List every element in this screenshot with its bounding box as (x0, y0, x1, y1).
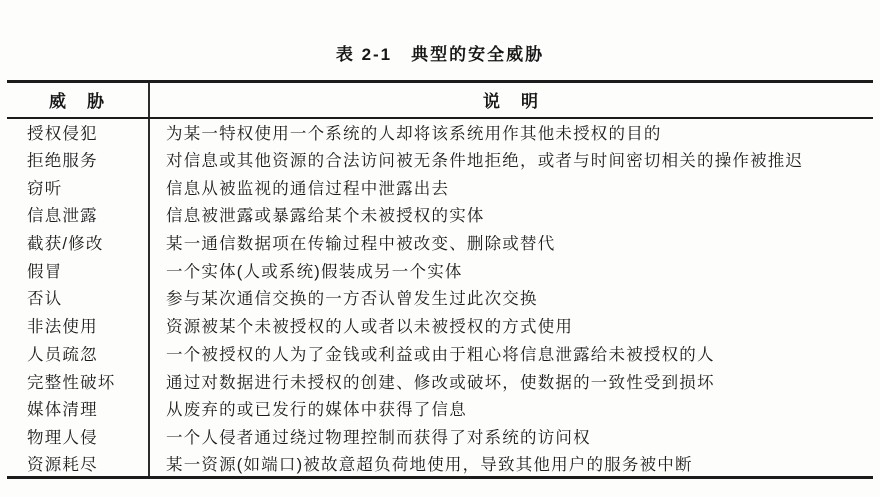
table-row (7, 367, 873, 395)
threat-cell: 窃听 (7, 173, 149, 201)
table-row (7, 201, 873, 229)
description-cell: 通过对数据进行未授权的创建、修改或破坏，使数据的一致性受到损坏 (166, 373, 715, 392)
table-body (7, 118, 873, 478)
description-cell: 资源被某个未被授权的人或者以未被授权的方式使用 (166, 318, 574, 337)
description-cell: 参与某次通信交换的一方否认曾发生过此次交换 (166, 290, 538, 309)
table-row (7, 145, 873, 173)
table-row (7, 173, 873, 201)
table-row (7, 394, 873, 422)
threat-cell: 授权侵犯 (7, 118, 149, 146)
description-cell: 某一资源(如端口)被故意超负荷地使用，导致其他用户的服务被中断 (166, 455, 693, 474)
description-cell: 为某一特权使用一个系统的人却将该系统用作其他未授权的目的 (166, 124, 662, 143)
description-cell: 信息从被监视的通信过程中泄露出去 (166, 179, 450, 198)
threat-cell: 截获/修改 (7, 228, 149, 256)
table-header (7, 82, 873, 118)
table-row (7, 422, 873, 450)
table-row (7, 256, 873, 284)
threat-cell: 物理人侵 (7, 422, 149, 450)
description-cell: 信息被泄露或暴露给某个未被授权的实体 (166, 207, 485, 226)
column-header-description: 说 明 (149, 82, 873, 118)
table-row (7, 228, 873, 256)
description-cell: 对信息或其他资源的合法访问被无条件地拒绝，或者与时间密切相关的操作被推迟 (166, 152, 804, 171)
security-threats-table (7, 80, 873, 479)
description-cell: 一个实体(人或系统)假装成另一个实体 (166, 262, 463, 281)
table-row (7, 118, 873, 146)
description-cell: 一个被授权的人为了金钱或利益或由于粗心将信息泄露给未被授权的人 (166, 345, 715, 364)
description-cell: 从废弃的或已发行的媒体中获得了信息 (166, 401, 467, 420)
description-cell: 一个人侵者通过绕过物理控制而获得了对系统的访问权 (166, 428, 591, 447)
threat-cell: 媒体清理 (7, 394, 149, 422)
threat-cell: 拒绝服务 (7, 145, 149, 173)
table-row (7, 339, 873, 367)
threat-cell: 非法使用 (7, 311, 149, 339)
threat-cell: 否认 (7, 284, 149, 312)
header-row (7, 82, 873, 118)
threat-cell: 假冒 (7, 256, 149, 284)
threat-cell: 人员疏忽 (7, 339, 149, 367)
table-row (7, 311, 873, 339)
threat-cell: 完整性破坏 (7, 367, 149, 395)
table-caption: 表 2-1 典型的安全威胁 (335, 45, 545, 64)
threat-cell: 资源耗尽 (7, 450, 149, 478)
description-cell: 某一通信数据项在传输过程中被改变、删除或替代 (166, 235, 556, 254)
table-row (7, 284, 873, 312)
threat-cell: 信息泄露 (7, 201, 149, 229)
column-header-threat: 威 胁 (7, 82, 149, 118)
table-row (7, 450, 873, 478)
